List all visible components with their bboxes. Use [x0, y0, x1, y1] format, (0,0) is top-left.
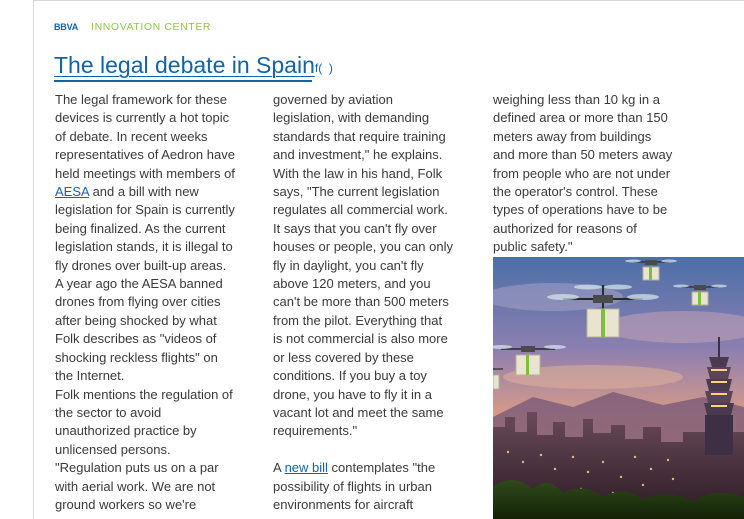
text-line: above 120 meters, and you: [273, 276, 431, 292]
text-line: With the law in his hand, Folk: [273, 165, 443, 181]
text-fragment: A: [273, 460, 285, 476]
text-line: possibility of flights in urban: [273, 478, 432, 494]
text-line: requirements.": [273, 423, 358, 439]
text-line: held meetings with members of: [55, 165, 235, 181]
page-frame-top: [33, 0, 744, 1]
text-line: the Internet.: [55, 368, 125, 384]
share-icons[interactable]: f( ): [314, 61, 333, 75]
text-line: fly drones over built-up areas.: [55, 257, 227, 273]
text-line: ground workers so we're: [55, 496, 197, 512]
section-title[interactable]: INNOVATION CENTER: [91, 21, 212, 33]
text-line: A year ago the AESA banned: [55, 276, 223, 292]
drones-city-photo: [493, 257, 744, 519]
text-line: says, "The current legislation: [273, 184, 440, 200]
text-line: governed by aviation: [273, 92, 393, 107]
text-line: regulates all commercial work.: [273, 202, 448, 218]
text-line: types of operations have to be: [493, 202, 668, 218]
text-line: conditions. If you buy a toy: [273, 368, 427, 384]
text-line: legislation for Spain is currently: [55, 202, 235, 218]
header: [54, 20, 211, 34]
text-line: being finalized. As the current: [55, 220, 226, 236]
text-line: and more than 50 meters away: [493, 147, 673, 163]
text-line: from people who are not under: [493, 165, 671, 181]
text-line: legislation stands, it is illegal to: [55, 239, 233, 255]
article-title: The legal debate in Spain: [54, 52, 315, 78]
text-line: unlicensed persons.: [55, 441, 171, 457]
photo-illustration: [493, 257, 744, 519]
article-column-1: [55, 91, 260, 514]
text-line: the operator's control. These: [493, 184, 658, 200]
text-line: It says that you can't fly over: [273, 220, 437, 236]
text-line: [273, 459, 478, 477]
text-line: weighing less than 10 kg in a: [493, 92, 660, 107]
text-line: drones from flying over cities: [55, 294, 221, 310]
text-fragment: and a bill with new: [88, 184, 199, 200]
text-line: can't be more than 500 meters: [273, 294, 449, 310]
page-frame-left: [33, 0, 34, 519]
text-line: of debate. In recent weeks: [55, 128, 208, 144]
text-line: environments for aircraft: [273, 496, 414, 512]
text-line: or less covered by these: [273, 349, 414, 365]
text-line: houses or people, you can only: [273, 239, 453, 255]
text-line: legislation, with demanding: [273, 110, 430, 126]
text-line: public safety.": [493, 239, 573, 255]
text-line: Folk mentions the regulation of: [55, 386, 233, 402]
text-line: after being shocked by what: [55, 312, 217, 328]
text-line: defined area or more than 150: [493, 110, 668, 126]
text-line: authorized for reasons of: [493, 220, 637, 236]
text-line: is not commercial is also more: [273, 331, 448, 347]
text-line: standards that require training: [273, 128, 446, 144]
text-line: [55, 183, 260, 201]
title-rule: [54, 80, 312, 82]
new-bill-link[interactable]: new bill: [284, 460, 328, 476]
text-line: fly in daylight, you can't fly: [273, 257, 424, 273]
text-line: shocking reckless flights" on: [55, 349, 218, 365]
text-fragment: contemplates "the: [327, 460, 436, 476]
text-line: unauthorized practice by: [55, 423, 197, 439]
bbva-logo[interactable]: BBVA: [54, 22, 79, 32]
text-line: the sector to avoid: [55, 404, 162, 420]
article-column-2: [273, 91, 478, 514]
text-line: from the pilot. Everything that: [273, 312, 443, 328]
article-column-3: [493, 91, 693, 257]
text-line: Folk describes as "videos of: [55, 331, 217, 347]
text-line: devices is currently a hot topic: [55, 110, 230, 126]
text-line: with aerial work. We are not: [55, 478, 216, 494]
article-title-row: [54, 49, 333, 79]
text-line: meters away from buildings: [493, 128, 652, 144]
aesa-link[interactable]: AESA: [55, 184, 89, 200]
text-line: representatives of Aedron have: [55, 147, 235, 163]
text-line: The legal framework for these: [55, 92, 227, 107]
paragraph-gap: [273, 441, 478, 459]
text-line: drone, you have to fly it in a: [273, 386, 432, 402]
text-line: vacant lot and meet the same: [273, 404, 444, 420]
text-line: and investment," he explains.: [273, 147, 443, 163]
text-line: "Regulation puts us on a par: [55, 460, 219, 476]
